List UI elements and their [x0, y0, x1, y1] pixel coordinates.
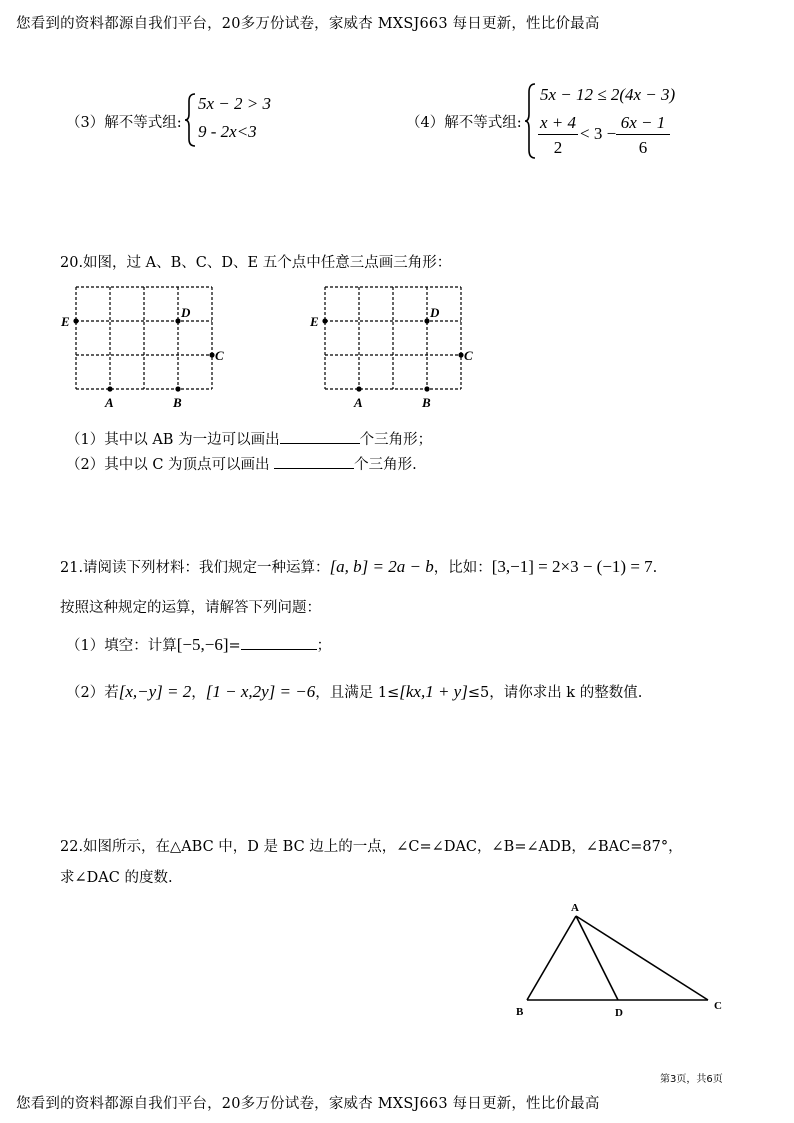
q21-sub2-end: ≤5，请你求出 k 的整数值. — [467, 685, 643, 701]
q21-sub2-cond: ，且满足 1≤ — [315, 685, 400, 701]
q20-sub1-tail: 个三角形； — [359, 432, 433, 448]
point-label-c: C — [464, 348, 473, 363]
q20-sub1-text: （1）其中以 AB 为一边可以画出 — [66, 432, 280, 448]
point-label-a: A — [354, 395, 363, 410]
point-label-d: D — [430, 305, 440, 320]
point-label-b: B — [422, 395, 431, 410]
q19-4-mid: < 3 − — [580, 124, 617, 143]
q21-sub1-end: ； — [316, 638, 332, 654]
q19-4-brace — [524, 82, 538, 160]
vertex-label-c: C — [714, 1000, 722, 1012]
vertex-label-b: B — [516, 1006, 524, 1018]
q22-line1: 22.如图所示，在△ABC 中，D 是 BC 边上的一点，∠C=∠DAC，∠B=∠ADB，∠BAC=87°， — [60, 839, 683, 855]
page-number: 第3页，共6页 — [660, 1074, 723, 1085]
q21-stem-mid: ，比如： — [433, 560, 492, 576]
q20-sub2-text: （2）其中以 C 为顶点可以画出 — [66, 457, 275, 473]
q19-4-ineq1: 5x − 12 ≤ 2(4x − 3) — [540, 85, 676, 104]
q19-3-brace — [184, 92, 198, 148]
vertex-label-d: D — [615, 1007, 623, 1019]
q19-3-label: （3）解不等式组: — [66, 115, 182, 131]
point-label-d: D — [181, 305, 191, 320]
q21-example: [3,−1] = 2×3 − (−1) = 7 — [491, 557, 653, 576]
point-label-e: E — [61, 314, 70, 329]
q20-sub2 — [66, 453, 417, 474]
q19-4-frac2-num: 6x − 1 — [620, 113, 666, 132]
point-label-b: B — [173, 395, 182, 410]
point-label-a: A — [105, 395, 114, 410]
q19-4-frac1-den: 2 — [553, 138, 563, 157]
q19-4-frac2-bar — [616, 134, 670, 135]
q21-sub1-expr: [−5,−6] — [176, 635, 229, 654]
q20-sub1-blank[interactable] — [280, 429, 360, 444]
q21-line2: 按照这种规定的运算，请解答下列问题： — [60, 600, 321, 616]
bottom-banner: 您看到的资料都源自我们平台，20多万份试卷，家威杏 MXSJ663 每日更新，性比价最高 — [16, 1096, 600, 1112]
q20-grid-left — [55, 280, 235, 415]
q21-sub2 — [66, 681, 642, 702]
q21-sub1-text: （1）填空：计算 — [66, 638, 177, 654]
q21-sub2-text: （2）若 — [66, 685, 119, 701]
q19-4-frac1-bar — [538, 134, 578, 135]
q19-3-ineq2: 9 - 2x<3 — [198, 122, 257, 141]
q20-sub1 — [66, 428, 432, 449]
q21-sub2-expr3: [kx,1 + y] — [399, 682, 468, 701]
q21-sub2-comma: ， — [191, 685, 206, 701]
q20-sub2-tail: 个三角形. — [354, 457, 417, 473]
q21-sub2-eq1: [x,−y] = 2 — [118, 682, 192, 701]
vertex-label-a: A — [571, 902, 579, 914]
q21-sub1 — [66, 634, 331, 655]
q21-def: [a, b] = 2a − b — [329, 557, 434, 576]
q19-3-ineq1: 5x − 2 > 3 — [198, 94, 271, 113]
q21-sub1-eq: = — [228, 638, 241, 654]
q21-stem-end: . — [652, 560, 658, 576]
q20-sub2-blank[interactable] — [274, 454, 354, 469]
q20-grid-right — [304, 280, 484, 415]
q22-triangle-figure — [508, 897, 728, 1021]
q21-stem — [60, 556, 657, 577]
top-banner: 您看到的资料都源自我们平台，20多万份试卷，家威杏 MXSJ663 每日更新，性比价最高 — [16, 16, 600, 32]
point-label-c: C — [215, 348, 224, 363]
point-label-e: E — [310, 314, 319, 329]
q19-4-label: （4）解不等式组: — [406, 115, 522, 131]
q21-sub2-eq2: [1 − x,2y] = −6 — [205, 682, 316, 701]
q22-line2: 求∠DAC 的度数. — [60, 870, 173, 886]
q20-stem: 20.如图，过 A、B、C、D、E 五个点中任意三点画三角形： — [60, 255, 452, 271]
q19-4-frac2-den: 6 — [638, 138, 648, 157]
q19-4-frac1-num: x + 4 — [540, 113, 577, 132]
q21-sub1-blank[interactable] — [241, 635, 317, 650]
q21-stem-text: 21.请阅读下列材料：我们规定一种运算： — [60, 560, 330, 576]
